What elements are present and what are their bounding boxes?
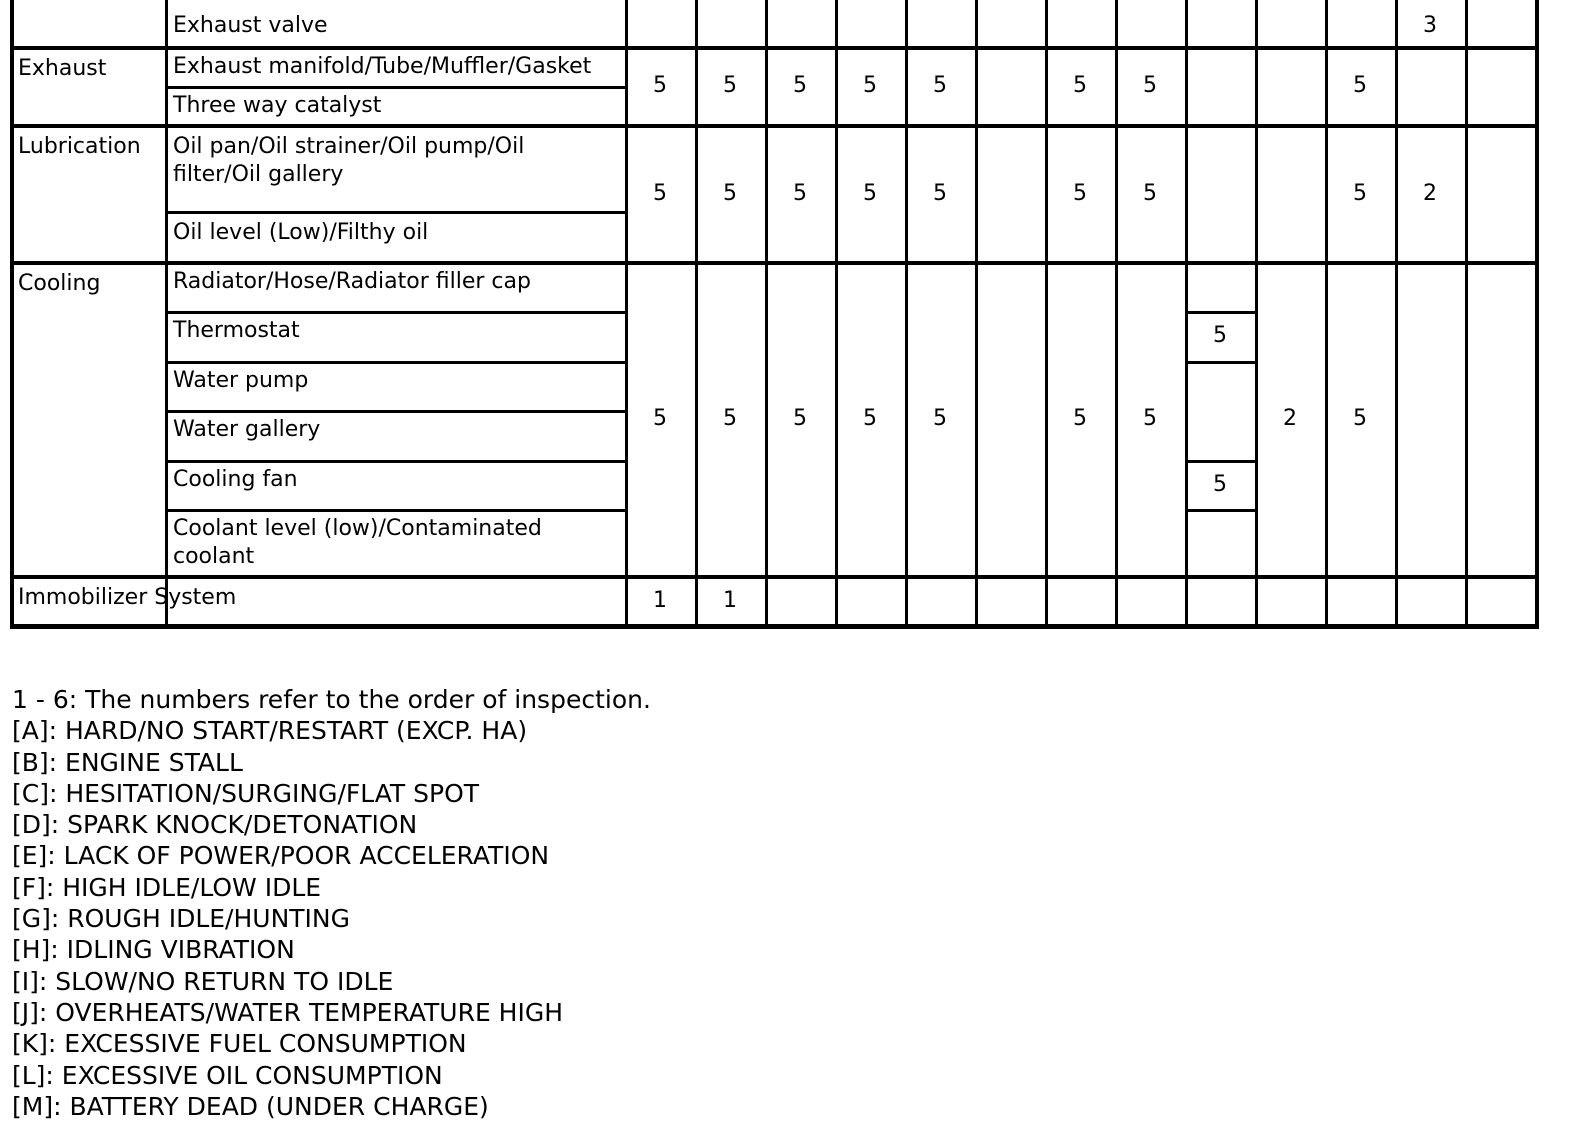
legend-item: [C]: HESITATION/SURGING/FLAT SPOT xyxy=(12,778,480,808)
value-cell: 5 xyxy=(653,181,667,206)
value-cell: 5 xyxy=(933,73,947,98)
value-cell xyxy=(1255,47,1325,125)
value-cell xyxy=(905,0,975,47)
legend-item: 1 - 6: The numbers refer to the order of inspection. xyxy=(12,685,651,714)
system-cell: Immobilizer System xyxy=(18,585,237,610)
value-cell: 5 xyxy=(863,73,877,98)
value-cell: 5 xyxy=(863,406,877,431)
value-cell: 5 xyxy=(653,406,667,431)
value-cell xyxy=(1185,0,1255,47)
value-cell xyxy=(975,0,1045,47)
value-cell xyxy=(765,576,835,626)
value-cell xyxy=(835,576,905,626)
grid-line xyxy=(1535,0,1539,629)
value-cell xyxy=(625,0,695,47)
value-cell xyxy=(1395,576,1465,626)
value-cell: 5 xyxy=(1073,73,1087,98)
legend-item: [B]: ENGINE STALL xyxy=(12,747,243,777)
legend-item: [K]: EXCESSIVE FUEL CONSUMPTION xyxy=(12,1029,467,1059)
legend-item: [E]: LACK OF POWER/POOR ACCELERATION xyxy=(12,841,550,871)
value-cell: 5 xyxy=(933,406,947,431)
value-cell xyxy=(765,0,835,47)
value-cell xyxy=(1115,0,1185,47)
value-cell xyxy=(1045,576,1115,626)
part-cell: Radiator/Hose/Radiator filler cap xyxy=(173,269,531,294)
part-cell: Three way catalyst xyxy=(173,93,382,118)
value-cell: 5 xyxy=(1143,406,1157,431)
part-cell: Exhaust valve xyxy=(173,13,328,38)
value-cell: 5 xyxy=(793,406,807,431)
value-cell: 5 xyxy=(1073,406,1087,431)
system-cell: Exhaust xyxy=(18,56,107,81)
legend xyxy=(12,684,651,1122)
value-cell xyxy=(1255,0,1325,47)
value-cell xyxy=(1185,576,1255,626)
value-cell xyxy=(1465,262,1535,576)
part-cell: Exhaust manifold/Tube/Muffler/Gasket xyxy=(173,54,592,79)
legend-item: [J]: OVERHEATS/WATER TEMPERATURE HIGH xyxy=(12,997,564,1027)
part-cell: Thermostat xyxy=(173,318,300,343)
value-cell: 5 xyxy=(1143,73,1157,98)
value-cell: 5 xyxy=(1213,472,1227,497)
value-cell: 1 xyxy=(723,588,737,613)
value-cell xyxy=(1465,125,1535,262)
value-cell: 2 xyxy=(1283,406,1297,431)
legend-item: [M]: BATTERY DEAD (UNDER CHARGE) xyxy=(12,1091,489,1121)
part-cell: Oil pan/Oil strainer/Oil pump/Oil filter/Oil gallery xyxy=(173,134,525,187)
value-cell xyxy=(1255,125,1325,262)
value-cell xyxy=(975,47,1045,125)
value-cell xyxy=(695,0,765,47)
value-cell: 5 xyxy=(863,181,877,206)
value-cell xyxy=(1465,0,1535,47)
inspection-table xyxy=(10,0,1584,644)
value-cell xyxy=(1465,576,1535,626)
value-cell xyxy=(1255,576,1325,626)
value-cell xyxy=(1185,47,1255,125)
legend-item: [L]: EXCESSIVE OIL CONSUMPTION xyxy=(12,1060,443,1090)
value-cell xyxy=(975,576,1045,626)
value-cell xyxy=(1045,0,1115,47)
value-cell: 5 xyxy=(1213,323,1227,348)
value-cell xyxy=(905,576,975,626)
value-cell: 5 xyxy=(793,73,807,98)
value-cell xyxy=(975,262,1045,576)
value-cell xyxy=(1185,125,1255,262)
value-cell xyxy=(1185,509,1255,576)
value-cell: 5 xyxy=(723,73,737,98)
legend-item: [F]: HIGH IDLE/LOW IDLE xyxy=(12,872,322,902)
value-cell: 5 xyxy=(723,406,737,431)
legend-item: [G]: ROUGH IDLE/HUNTING xyxy=(12,904,351,934)
value-cell xyxy=(1185,262,1255,311)
value-cell: 1 xyxy=(653,588,667,613)
legend-item: [A]: HARD/NO START/RESTART (EXCP. HA) xyxy=(12,716,528,746)
value-cell: 5 xyxy=(1353,73,1367,98)
value-cell: 2 xyxy=(1423,181,1437,206)
part-cell: Water pump xyxy=(173,368,309,393)
part-cell: Oil level (Low)/Filthy oil xyxy=(173,220,429,245)
value-cell: 5 xyxy=(1353,181,1367,206)
value-cell: 5 xyxy=(793,181,807,206)
legend-item: [D]: SPARK KNOCK/DETONATION xyxy=(12,810,418,840)
value-cell xyxy=(1325,576,1395,626)
value-cell: 3 xyxy=(1423,13,1437,38)
value-cell: 5 xyxy=(1073,181,1087,206)
value-cell xyxy=(1325,0,1395,47)
value-cell: 5 xyxy=(1143,181,1157,206)
legend-item: [H]: IDLING VIBRATION xyxy=(12,935,295,965)
system-cell: Cooling xyxy=(18,271,101,296)
legend-item: [I]: SLOW/NO RETURN TO IDLE xyxy=(12,966,394,996)
value-cell xyxy=(1395,262,1465,576)
part-cell: Cooling fan xyxy=(173,467,298,492)
value-cell: 5 xyxy=(933,181,947,206)
value-cell xyxy=(1185,361,1255,460)
value-cell xyxy=(975,125,1045,262)
value-cell: 5 xyxy=(653,73,667,98)
value-cell: 5 xyxy=(723,181,737,206)
value-cell xyxy=(1465,47,1535,125)
value-cell xyxy=(835,0,905,47)
value-cell xyxy=(1115,576,1185,626)
value-cell xyxy=(1395,47,1465,125)
part-cell: Coolant level (low)/Contaminated coolant xyxy=(173,516,542,569)
part-cell: Water gallery xyxy=(173,417,321,442)
system-cell: Lubrication xyxy=(18,134,141,159)
value-cell: 5 xyxy=(1353,406,1367,431)
